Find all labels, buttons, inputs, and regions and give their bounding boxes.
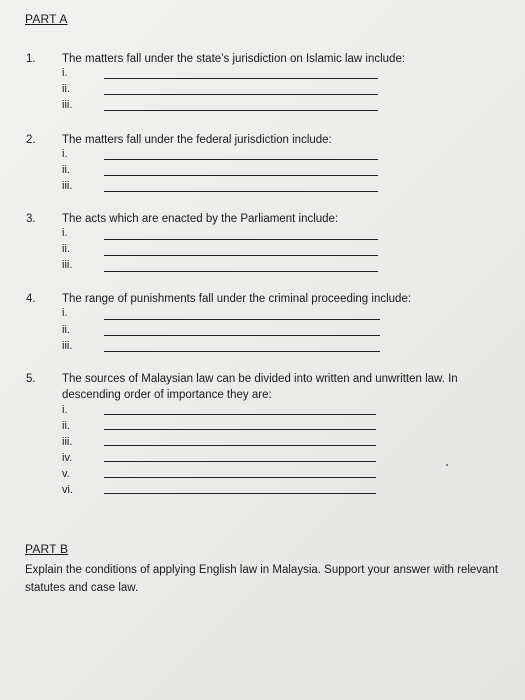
q3-item-1-answer-line[interactable]: [104, 239, 378, 240]
question-3-number: 3.: [26, 213, 36, 225]
q3-item-3-label: iii.: [62, 259, 73, 271]
question-2-number: 2.: [26, 134, 36, 146]
q4-item-2-answer-line[interactable]: [104, 335, 380, 336]
part-b-heading: PART B: [25, 542, 69, 556]
q3-item-2-answer-line[interactable]: [104, 255, 378, 256]
stray-mark: [446, 464, 448, 466]
part-b-question-text: Explain the conditions of applying English law in Malaysia. Support your answer with relevant statutes and case law.: [25, 564, 499, 594]
q5-item-4-label: iv.: [62, 452, 73, 464]
question-5-text: The sources of Malaysian law can be divided into written and unwritten law. In descending order of importance they are:: [62, 373, 458, 401]
q3-item-2-label: ii.: [62, 243, 70, 255]
q5-item-6-answer-line[interactable]: [104, 493, 376, 494]
q4-item-1-label: i.: [62, 307, 68, 319]
question-5-number: 5.: [26, 373, 36, 385]
q1-item-3-label: iii.: [62, 99, 73, 111]
q5-item-5-answer-line[interactable]: [104, 477, 376, 478]
q2-item-2-label: ii.: [62, 164, 70, 176]
q4-item-2-label: ii.: [62, 324, 70, 336]
q5-item-1-answer-line[interactable]: [104, 414, 376, 415]
q5-item-6-label: vi.: [62, 484, 73, 496]
part-a-heading: PART A: [25, 12, 68, 26]
question-3-text: The acts which are enacted by the Parliament include:: [62, 213, 339, 225]
q3-item-1-label: i.: [62, 227, 68, 239]
q5-item-3-answer-line[interactable]: [104, 445, 376, 446]
q4-item-1-answer-line[interactable]: [104, 319, 380, 320]
q3-item-3-answer-line[interactable]: [104, 271, 378, 272]
q2-item-3-answer-line[interactable]: [104, 191, 378, 192]
q2-item-1-label: i.: [62, 148, 68, 160]
q1-item-1-label: i.: [62, 67, 68, 79]
q1-item-2-label: ii.: [62, 83, 70, 95]
q5-item-4-answer-line[interactable]: [104, 461, 376, 462]
q1-item-2-answer-line[interactable]: [104, 94, 378, 95]
q4-item-3-label: iii.: [62, 340, 73, 352]
q5-item-2-answer-line[interactable]: [104, 429, 376, 430]
question-2-text: The matters fall under the federal jurisdiction include:: [62, 134, 332, 146]
q4-item-3-answer-line[interactable]: [104, 351, 380, 352]
q5-item-5-label: v.: [62, 468, 70, 480]
question-1-text: The matters fall under the state’s jurisdiction on Islamic law include:: [62, 53, 406, 65]
q5-item-1-label: i.: [62, 404, 68, 416]
q2-item-3-label: iii.: [62, 180, 73, 192]
q2-item-1-answer-line[interactable]: [104, 159, 378, 160]
q2-item-2-answer-line[interactable]: [104, 175, 378, 176]
question-4-number: 4.: [26, 293, 36, 305]
question-4-text: The range of punishments fall under the criminal proceeding include:: [62, 293, 412, 305]
q5-item-3-label: iii.: [62, 436, 73, 448]
question-1-number: 1.: [26, 53, 36, 65]
q1-item-1-answer-line[interactable]: [104, 78, 378, 79]
q1-item-3-answer-line[interactable]: [104, 110, 378, 111]
q5-item-2-label: ii.: [62, 420, 70, 432]
